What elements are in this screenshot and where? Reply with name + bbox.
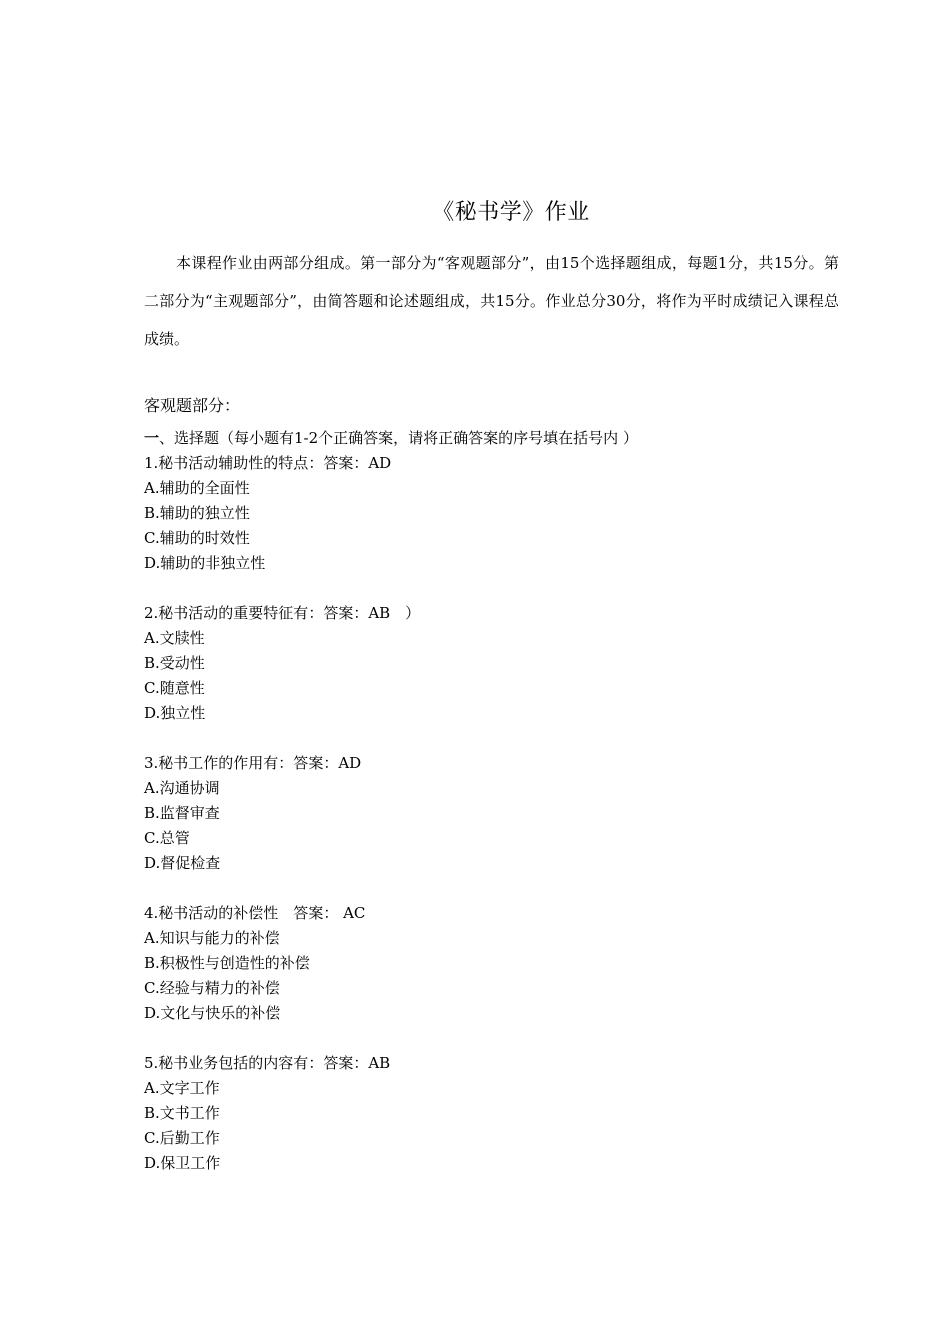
option-c: C.总管 (144, 829, 190, 847)
option-a: A.文牍性 (144, 629, 205, 647)
spacer (144, 876, 844, 901)
question-5 (144, 1051, 844, 1176)
part-prefix: 一 (144, 429, 160, 447)
option-b: B.辅助的独立性 (144, 504, 250, 522)
option-d: D.保卫工作 (144, 1154, 221, 1172)
spacer (144, 726, 844, 751)
option-d: D.文化与快乐的补偿 (144, 1004, 281, 1022)
question-stem: 3.秘书工作的作用有：答案：AD (144, 754, 362, 772)
question-4 (144, 901, 844, 1026)
intro-paragraph: 本课程作业由两部分组成。第一部分为“客观题部分”，由15个选择题组成，每题1分，共15分。第二部分为“主观题部分”，由简答题和论述题组成，共15分。作业总分30分，将作为平时成绩记入课程总成绩。 (144, 254, 839, 348)
part-title: 、选择题（每小题有1-2个正确答案，请将正确答案的序号填在括号内 ） (159, 429, 638, 447)
question-3 (144, 751, 844, 876)
option-a: A.文字工作 (144, 1079, 220, 1097)
option-c: C.随意性 (144, 679, 205, 697)
option-c: C.辅助的时效性 (144, 529, 250, 547)
option-c: C.经验与精力的补偿 (144, 979, 280, 997)
option-a: A.知识与能力的补偿 (144, 929, 280, 947)
question-1 (144, 451, 844, 576)
section-heading: 客观题部分： (144, 396, 241, 415)
option-c: C.后勤工作 (144, 1129, 220, 1147)
option-b: B.受动性 (144, 654, 205, 672)
question-content (144, 426, 844, 1176)
spacer (144, 576, 844, 601)
option-d: D.辅助的非独立性 (144, 554, 266, 572)
option-d: D.独立性 (144, 704, 206, 722)
option-a: A.沟通协调 (144, 779, 220, 797)
document-title: 《秘书学》作业 (432, 200, 590, 225)
question-stem: 5.秘书业务包括的内容有：答案：AB (144, 1054, 391, 1072)
question-2 (144, 601, 844, 726)
question-stem: 1.秘书活动辅助性的特点：答案：AD (144, 454, 392, 472)
question-stem: 4.秘书活动的补偿性 答案： AC (144, 904, 366, 922)
part-heading (144, 426, 844, 451)
option-b: B.积极性与创造性的补偿 (144, 954, 310, 972)
question-stem: 2.秘书活动的重要特征有：答案：AB ） (144, 604, 421, 622)
option-b: B.文书工作 (144, 1104, 220, 1122)
option-a: A.辅助的全面性 (144, 479, 250, 497)
option-d: D.督促检查 (144, 854, 221, 872)
spacer (144, 1026, 844, 1051)
option-b: B.监督审查 (144, 804, 220, 822)
